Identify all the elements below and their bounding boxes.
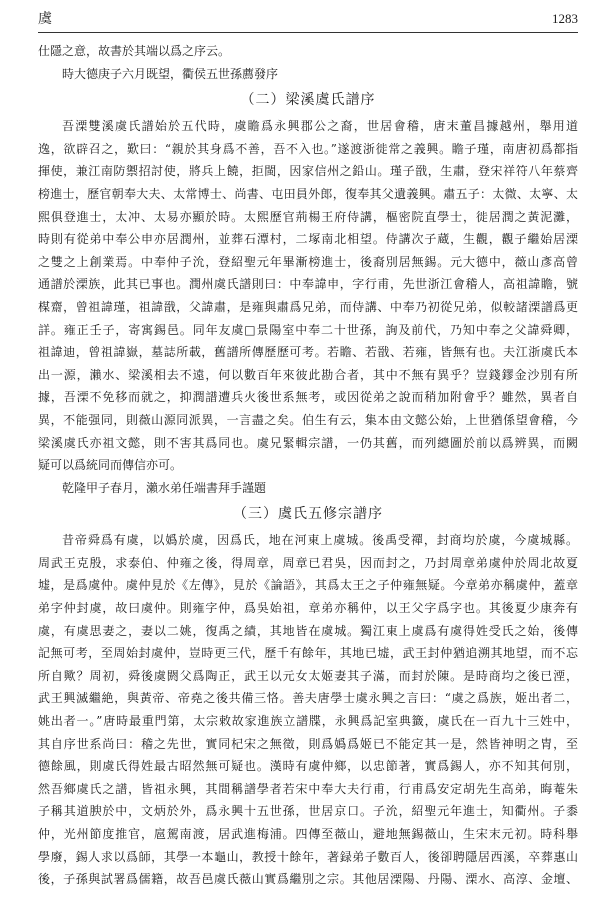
- text-line: 所自歟？周初，舜後虞閼父爲陶正，武王以元女太姬妻其子滿，而封於陳。是時商均之後已湮，: [38, 668, 578, 683]
- text-line: 祖諱迪，曾祖諱嶽，墓誌所載，舊譜所傳歷歷可考。若瞻、若戩、若雍，皆無有也。夫江浙虞氏本: [38, 345, 578, 360]
- text-line: 昔帝舜爲有虞，以嬀於虞，因爲氏，地在河東上虞城。後禹受禪，封商均於虞，今虞城縣。: [62, 533, 578, 548]
- paragraph: [38, 529, 578, 891]
- text-line: 疑可以爲統同而傳信亦可。: [38, 458, 183, 473]
- running-header: [38, 9, 578, 33]
- section-heading: （三）虞氏五修宗譜序: [233, 506, 383, 523]
- page-body: [38, 40, 578, 891]
- text-line: 其自序世系尚曰：稽之先世，實同杞宋之無徵，則爲嬀爲姬已不能定其一是，然皆神明之胄，至: [38, 736, 578, 751]
- text-line: 吾溧雙溪虞氏譜始於五代時，虞瞻爲永興郡公之裔，世居會稽，唐末董昌據越州，舉用道: [62, 119, 578, 134]
- text-line: 楳齋，曾祖諱瑾，祖諱戩，父諱肅，是雍與肅爲兄弟，而侍講、中奉乃初從兄弟，似較諸溧譜爲更: [38, 299, 578, 314]
- text-line: 記無可考，至周始封虞仲，豈時更三代，歷千有餘年，其地已墟，武王封仲猶追溯其地望，而不忘: [38, 646, 578, 661]
- text-line: 仕隱之意，故書於其端以爲之序云。: [38, 44, 231, 58]
- section-heading: （二）梁溪虞氏譜序: [240, 92, 376, 109]
- text-line: 時則有從弟中奉公申亦居潤州，並葬石潭村，二塚南北相望。侍講次子蔵，生觀，觀子繼始居溧: [38, 232, 578, 247]
- intro-block: [38, 40, 578, 85]
- text-line: 熙俱登進士，太冲、太易亦顯於時。太熙歷官荊楊王府侍講，樞密院直學士，徙居潤之黃泥灘，: [38, 209, 578, 224]
- text-line: 學廢，錫人求以爲師，其學一本龜山，教授十餘年，著録弟子數百人，後卻聘隱居西溪，卒葬惠山: [38, 849, 578, 864]
- section-liangxi-preface: [38, 85, 578, 499]
- text-line: 周武王克殷，求泰伯、仲雍之後，得周章，周章已君吳，因而封之，乃封周章弟虞仲於周北故夏: [38, 555, 578, 570]
- text-line: 姚出者一。”唐時最重門第，太宗敕故家進族立譜牒，永興爲記室典籤，虞氏在一百九十三姓中，: [38, 714, 578, 729]
- text-line: 武王興滅繼絶，與黃帝、帝堯之後共備三恪。善夫唐學士虞永興之言曰：“虞之爲族，姬出者二，: [38, 691, 578, 706]
- text-line: 墟，是爲虞仲。虞仲見於《左傳》，見於《論語》，其爲太王之子仲雍無疑。今章弟亦稱虞仲，蓋章: [38, 578, 578, 593]
- text-line: 虞，有虞思妻之，妻以二姚，復禹之績，其地皆在虞城。獨江東上虞爲有虞得姓受氏之始，後傳: [38, 623, 578, 638]
- text-line: 然吾鄉虞氏之譜，皆祖永興，其間稱譜學者若宋中奉大夫行甫，行甫爲安定胡先生高弟，晦菴朱: [38, 781, 578, 796]
- text-line: 逸，欲辟召之，歎曰：“親於其身爲不善，吾不入也。”遂渡浙徙常之義興。瞻子瑾，南唐初爲都指: [38, 141, 578, 156]
- text-line: 之雙之上創業焉。中奉仲子沇，登紹聖元年畢漸榜進士，後裔別居無錫。元大德中，薇山彥高曾: [38, 254, 578, 269]
- text-line: 詳。雍正壬子，寄寓錫邑。同年友虞□景陽室中奉二十世孫，詢及前代，乃知中奉之父諱舜卿，: [38, 322, 578, 337]
- paragraph: [38, 115, 578, 477]
- text-line: 揮使，兼江南防禦招討使，將兵上饒，拒閩，因家信州之鉛山。瑾子戩，生肅，登宋祥符八年蔡齊: [38, 164, 578, 179]
- text-line: 通譜於溧族，此其已事也。潤州虞氏譜則曰：中奉諱申，字行甫，先世浙江會稽人，高祖諱瞻，號: [38, 277, 578, 292]
- preface-signature: 乾隆甲子春月，瀨水弟任端書拜手謹題: [62, 480, 267, 495]
- text-line: 梁溪虞氏亦祖文懿，則不害其爲同也。虞兄緊輯宗譜，一仍其舊，而列總圖於前以爲辨異，而闕: [38, 435, 578, 450]
- text-line: 異，不能强同，則薇山源同派異，一言盡之矣。伯生有云，集本由文懿公始，上世猶係望會稽，今: [38, 412, 578, 427]
- preface-signature: 時大德庚子六月既望，衢侯五世孫薦發序: [62, 66, 279, 81]
- header-title: 虞: [38, 11, 52, 27]
- text-line: 後，子孫與試署爲儒籍，故吾邑虞氏薇山實爲繼別之宗。其他居溧陽、丹陽、溧水、高淳、金壇、: [38, 872, 578, 887]
- page-number: 1283: [552, 11, 578, 26]
- text-line: 弟字仲封虞，故曰虞仲。則雍字仲，爲吳始祖，章弟亦稱仲，以王父字爲字也。其後夏少康奔有: [38, 601, 578, 616]
- text-line: 子稱其道腴於中，文炳於外，爲永興十五世孫，世居京口。子沇，紹聖元年進士，知衢州。子黍: [38, 804, 578, 819]
- text-line: 仲，光州節度推官，扈駕南渡，居武進梅浦。四傳至薇山，避地無錫薇山，生宋末元初。時科舉: [38, 827, 578, 841]
- text-line: 出一源，瀨水、梁溪相去不遠，何以數百年來彼此勘合者，其中不無有異乎？豈錢鏐金沙別有所: [38, 367, 578, 382]
- text-line: 德餘風，則虞氏得姓最古昭然無可疑也。漢時有虞仲鄉，以忠節著，實爲錫人，亦不知其何別，: [38, 759, 578, 774]
- text-line: 據，吾溧不免移而就之，抑潤譜遭兵火後世系無考，或因從弟之說而稍加附會乎？雖然，異者自: [38, 390, 578, 405]
- text-line: 榜進士，歷官朝奉大夫、太常博士、尚書、屯田員外郎，復奉其父遺義興。肅五子：太微、太寧、太: [38, 186, 578, 201]
- section-fifth-revision-preface: [38, 499, 578, 891]
